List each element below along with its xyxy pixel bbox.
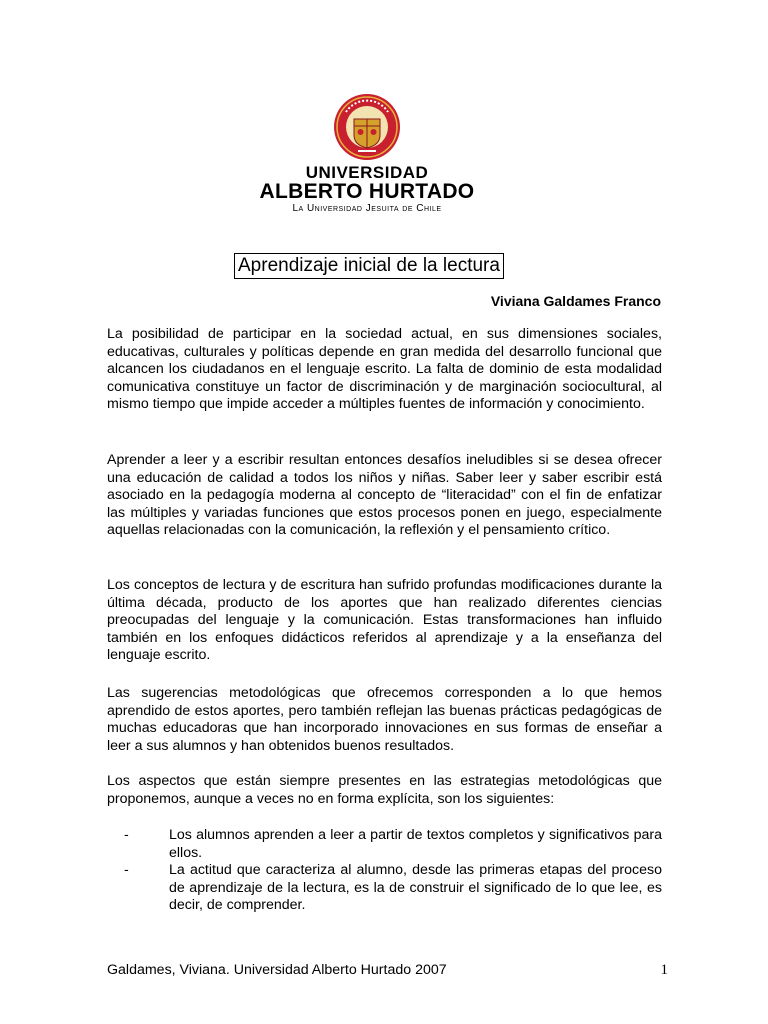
- list-dash-marker: -: [124, 827, 129, 843]
- paragraph: Los aspectos que están siempre presentes en las estrategias metodológicas que proponemos, aunque a veces no en forma explícita, son los siguientes:: [107, 773, 662, 807]
- university-logo: [252, 92, 482, 217]
- paragraph: Las sugerencias metodológicas que ofrecemos corresponden a lo que hemos aprendido de estos aportes, pero también reflejan las buenas prácticas pedagógicas de muchas educadoras que han incorporado innovaciones en sus formas de enseñar a leer a sus alumnos y han obtenidos buenos resultados.: [107, 685, 662, 754]
- paragraph: Los conceptos de lectura y de escritura han sufrido profundas modificaciones durante la última década, producto de los aportes que han realizado diferentes ciencias preocupadas del lenguaje y la comunicación. Estas transformaciones han influido también en los enfoques didácticos referidos al aprendizaje y a la enseñanza del lenguaje escrito.: [107, 577, 662, 664]
- logo-tagline: La Universidad Jesuita de Chile: [292, 203, 442, 214]
- document-author: Viviana Galdames Franco: [490, 293, 661, 309]
- university-seal-icon: [332, 92, 402, 162]
- list-item-text: Los alumnos aprenden a leer a partir de textos completos y significativos para ellos.: [169, 827, 662, 861]
- footer-citation: Galdames, Viviana. Universidad Alberto Hurtado 2007: [107, 962, 447, 978]
- list-item: [107, 827, 662, 862]
- page-number: 1: [660, 962, 668, 978]
- logo-university-name: ALBERTO HURTADO: [259, 180, 475, 203]
- paragraph: La posibilidad de participar en la sociedad actual, en sus dimensiones sociales, educativas, culturales y políticas depende en gran medida del desarrollo funcional que alcancen los ciudadanos en el lenguaje escrito. La falta de dominio de esta modalidad comunicativa constituye un factor de discriminación y de marginación sociocultural, al mismo tiempo que impide acceder a múltiples fuentes de información y conocimiento.: [107, 326, 662, 413]
- list-item: [107, 862, 662, 915]
- list-item-text: La actitud que caracteriza al alumno, desde las primeras etapas del proceso de aprendizaje de la lectura, es la de construir el significado de lo que lee, es decir, de comprender.: [169, 862, 662, 914]
- list-dash-marker: -: [124, 862, 129, 879]
- paragraph: Aprender a leer y a escribir resultan entonces desafíos ineludibles si se desea ofrecer una educación de calidad a todos los niños y niñas. Saber leer y saber escribir está asociado en la pedagogía moderna al concepto de “literacidad” con el fin de enfatizar las múltiples y variadas funciones que estos procesos ponen en juego, especialmente aquellas relacionadas con la comunicación, la reflexión y el pensamiento crítico.: [107, 452, 662, 539]
- aspects-list: [107, 827, 662, 915]
- logo-university-label: UNIVERSIDAD: [305, 163, 429, 182]
- document-title: Aprendizaje inicial de la lectura: [234, 253, 504, 279]
